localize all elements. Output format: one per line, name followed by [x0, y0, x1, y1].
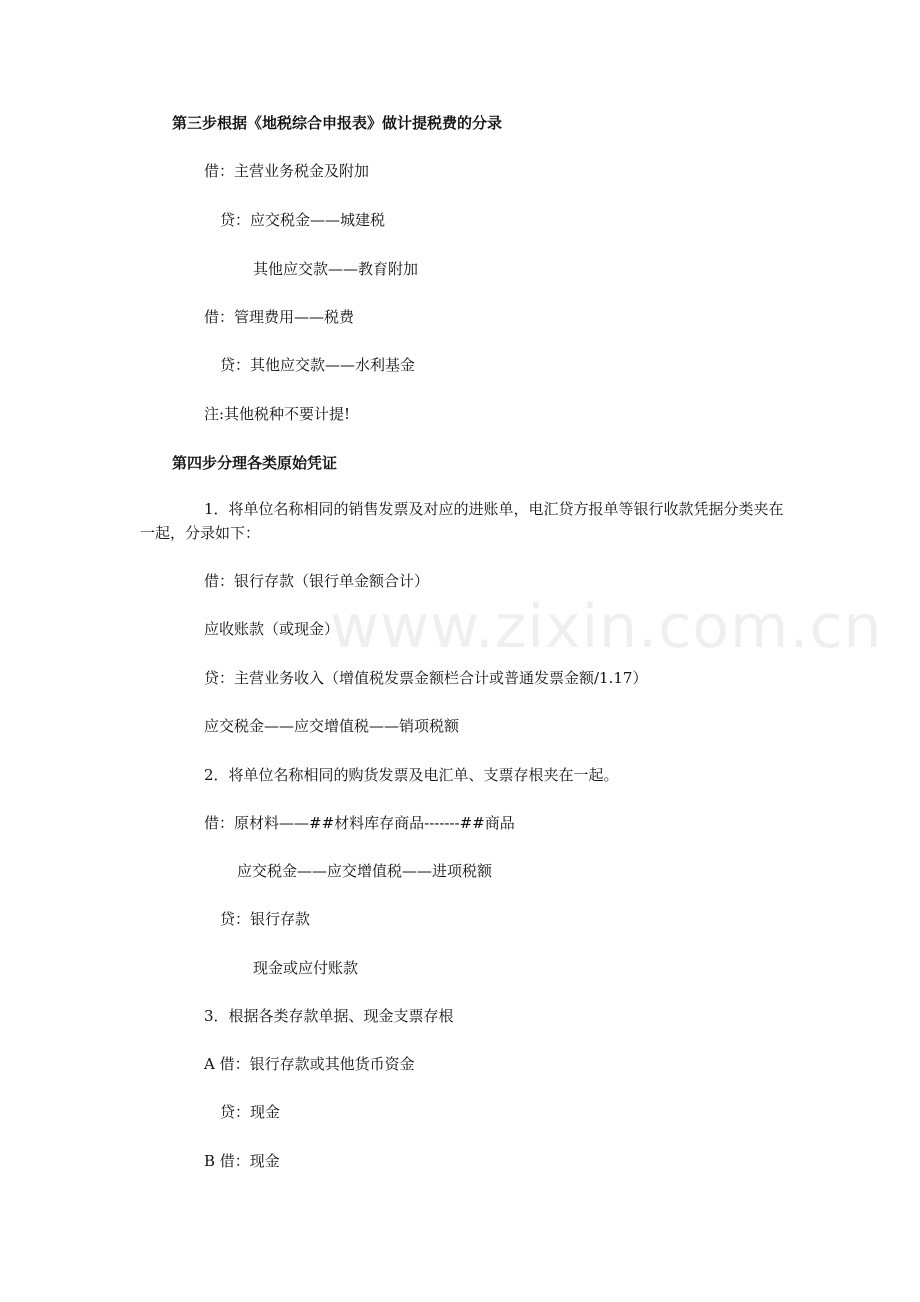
step4-paragraph-2: 2．将单位名称相同的购货发票及电汇单、支票存根夹在一起。: [204, 766, 619, 784]
watermark: www.zixin.com.cn: [330, 592, 883, 662]
step4-entry-credit-3: 贷：银行存款: [220, 910, 311, 928]
step3-entry-credit-2: 其他应交款——教育附加: [253, 260, 419, 278]
step3-note: 注:其他税种不要计提!: [204, 405, 351, 423]
step4-entry-debit-1: 借：银行存款（银行单金额合计）: [204, 572, 430, 590]
step4-entry-credit-2: 应交税金——应交增值税——销项税额: [204, 717, 460, 735]
step3-entry-debit-1: 借：主营业务税金及附加: [204, 162, 370, 180]
step4-entry-credit-4: 现金或应付账款: [253, 959, 359, 977]
step4-paragraph-1: 1．将单位名称相同的销售发票及对应的进账单，电汇贷方报单等银行收款凭据分类夹在一起，分录如下：: [140, 500, 784, 542]
step4-entry-debit-3: 借：原材料——##材料库存商品-------##商品: [204, 814, 515, 832]
step4-entry-debit-4: 应交税金——应交增值税——进项税额: [237, 862, 493, 880]
step4-heading: 第四步分理各类原始凭证: [172, 454, 338, 472]
step3-entry-credit-1: 贷：应交税金——城建税: [220, 211, 386, 229]
step4-entry-a-credit: 贷：现金: [220, 1103, 281, 1121]
step4-entry-a-debit: A 借：银行存款或其他货币资金: [204, 1055, 415, 1073]
step3-heading: 第三步根据《地税综合申报表》做计提税费的分录: [172, 114, 503, 132]
step4-entry-credit-1: 贷：主营业务收入（增值税发票金额栏合计或普通发票金额/1.17）: [204, 669, 648, 687]
step3-entry-debit-2: 借：管理费用——税费: [204, 308, 355, 326]
step4-entry-debit-2: 应收账款（或现金）: [204, 620, 340, 638]
step4-entry-b-debit: B 借：现金: [204, 1152, 280, 1170]
step3-entry-credit-3: 贷：其他应交款——水利基金: [220, 356, 416, 374]
step4-paragraph-3: 3．根据各类存款单据、现金支票存根: [204, 1007, 454, 1025]
